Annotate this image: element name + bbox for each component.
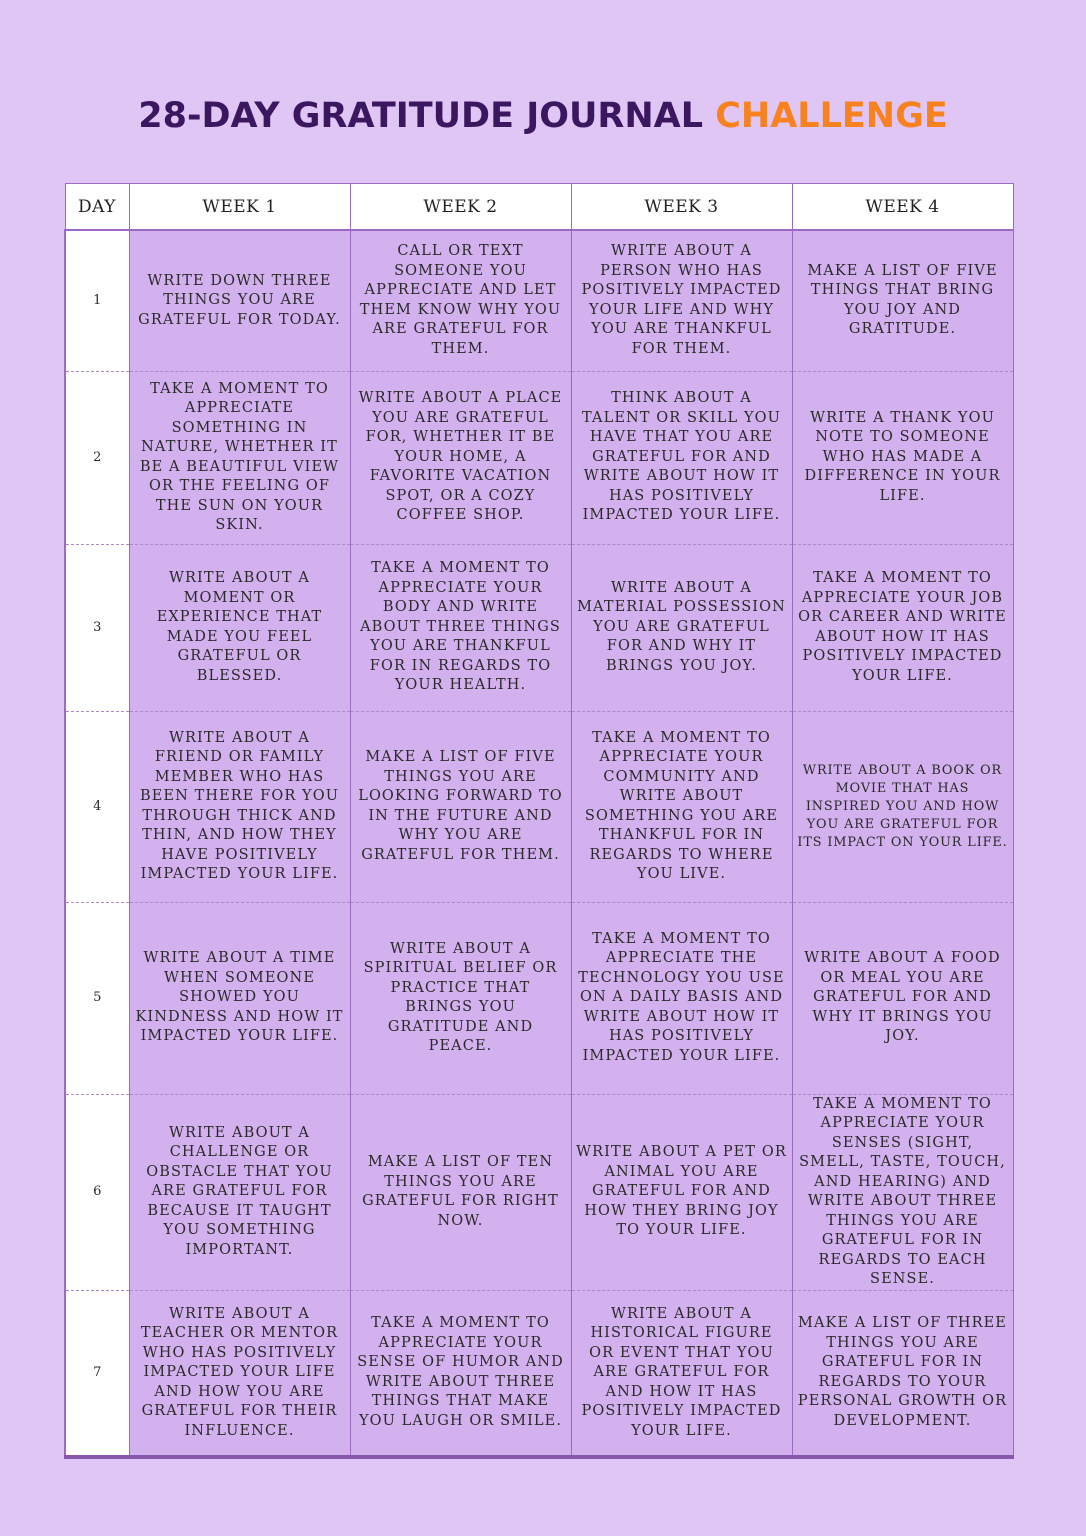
day-number: 4 bbox=[65, 711, 129, 902]
prompt-cell: WRITE ABOUT A CHALLENGE OR OBSTACLE THAT YOU ARE GRATEFUL FOR BECAUSE IT TAUGHT YOU SOMETHING IMPORTANT. bbox=[129, 1094, 350, 1290]
prompt-cell: TAKE A MOMENT TO APPRECIATE THE TECHNOLOGY YOU USE ON A DAILY BASIS AND WRITE ABOUT HOW IT HAS POSITIVELY IMPACTED YOUR LIFE. bbox=[571, 902, 792, 1094]
title-accent: CHALLENGE bbox=[715, 96, 948, 136]
prompt-cell: WRITE ABOUT A PLACE YOU ARE GRATEFUL FOR, WHETHER IT BE YOUR HOME, A FAVORITE VACATION SPOT, OR A COZY COFFEE SHOP. bbox=[350, 371, 571, 544]
table-row bbox=[65, 711, 1013, 902]
day-number: 2 bbox=[65, 371, 129, 544]
table-row bbox=[65, 230, 1013, 371]
header-day: DAY bbox=[65, 184, 129, 231]
prompt-cell: TAKE A MOMENT TO APPRECIATE YOUR BODY AND WRITE ABOUT THREE THINGS YOU ARE THANKFUL FOR IN REGARDS TO YOUR HEALTH. bbox=[350, 544, 571, 711]
table-row bbox=[65, 371, 1013, 544]
prompt-cell: MAKE A LIST OF TEN THINGS YOU ARE GRATEFUL FOR RIGHT NOW. bbox=[350, 1094, 571, 1290]
prompt-cell: WRITE ABOUT A BOOK OR MOVIE THAT HAS INSPIRED YOU AND HOW YOU ARE GRATEFUL FOR ITS IMPACT ON YOUR LIFE. bbox=[792, 711, 1013, 902]
prompt-cell: WRITE ABOUT A HISTORICAL FIGURE OR EVENT THAT YOU ARE GRATEFUL FOR AND HOW IT HAS POSITIVELY IMPACTED YOUR LIFE. bbox=[571, 1290, 792, 1457]
prompt-cell: WRITE ABOUT A PET OR ANIMAL YOU ARE GRATEFUL FOR AND HOW THEY BRING JOY TO YOUR LIFE. bbox=[571, 1094, 792, 1290]
prompt-cell: TAKE A MOMENT TO APPRECIATE YOUR COMMUNITY AND WRITE ABOUT SOMETHING YOU ARE THANKFUL FOR IN REGARDS TO WHERE YOU LIVE. bbox=[571, 711, 792, 902]
prompt-cell: TAKE A MOMENT TO APPRECIATE YOUR SENSE OF HUMOR AND WRITE ABOUT THREE THINGS THAT MAKE YOU LAUGH OR SMILE. bbox=[350, 1290, 571, 1457]
day-number: 1 bbox=[65, 230, 129, 371]
prompt-cell: MAKE A LIST OF THREE THINGS YOU ARE GRATEFUL FOR IN REGARDS TO YOUR PERSONAL GROWTH OR DEVELOPMENT. bbox=[792, 1290, 1013, 1457]
prompt-cell: WRITE A THANK YOU NOTE TO SOMEONE WHO HAS MADE A DIFFERENCE IN YOUR LIFE. bbox=[792, 371, 1013, 544]
day-number: 7 bbox=[65, 1290, 129, 1457]
prompt-cell: TAKE A MOMENT TO APPRECIATE YOUR JOB OR CAREER AND WRITE ABOUT HOW IT HAS POSITIVELY IMPACTED YOUR LIFE. bbox=[792, 544, 1013, 711]
prompt-cell: WRITE ABOUT A SPIRITUAL BELIEF OR PRACTICE THAT BRINGS YOU GRATITUDE AND PEACE. bbox=[350, 902, 571, 1094]
prompt-cell: TAKE A MOMENT TO APPRECIATE YOUR SENSES (SIGHT, SMELL, TASTE, TOUCH, AND HEARING) AND WRITE ABOUT THREE THINGS YOU ARE GRATEFUL FOR IN REGARDS TO EACH SENSE. bbox=[792, 1094, 1013, 1290]
prompt-cell: WRITE DOWN THREE THINGS YOU ARE GRATEFUL FOR TODAY. bbox=[129, 230, 350, 371]
header-row bbox=[65, 184, 1013, 231]
table-row bbox=[65, 902, 1013, 1094]
prompt-cell: MAKE A LIST OF FIVE THINGS YOU ARE LOOKING FORWARD TO IN THE FUTURE AND WHY YOU ARE GRATEFUL FOR THEM. bbox=[350, 711, 571, 902]
prompt-cell: WRITE ABOUT A TIME WHEN SOMEONE SHOWED YOU KINDNESS AND HOW IT IMPACTED YOUR LIFE. bbox=[129, 902, 350, 1094]
header-week-2: WEEK 2 bbox=[350, 184, 571, 231]
prompt-cell: WRITE ABOUT A MOMENT OR EXPERIENCE THAT MADE YOU FEEL GRATEFUL OR BLESSED. bbox=[129, 544, 350, 711]
table-row bbox=[65, 1290, 1013, 1457]
day-number: 6 bbox=[65, 1094, 129, 1290]
table-row bbox=[65, 544, 1013, 711]
day-number: 3 bbox=[65, 544, 129, 711]
prompt-cell: WRITE ABOUT A PERSON WHO HAS POSITIVELY IMPACTED YOUR LIFE AND WHY YOU ARE THANKFUL FOR THEM. bbox=[571, 230, 792, 371]
challenge-table bbox=[64, 183, 1014, 1459]
prompt-cell: TAKE A MOMENT TO APPRECIATE SOMETHING IN NATURE, WHETHER IT BE A BEAUTIFUL VIEW OR THE FEELING OF THE SUN ON YOUR SKIN. bbox=[129, 371, 350, 544]
header-week-3: WEEK 3 bbox=[571, 184, 792, 231]
prompt-cell: WRITE ABOUT A FOOD OR MEAL YOU ARE GRATEFUL FOR AND WHY IT BRINGS YOU JOY. bbox=[792, 902, 1013, 1094]
table-row bbox=[65, 1094, 1013, 1290]
title-main: 28-DAY GRATITUDE JOURNAL bbox=[138, 96, 704, 136]
header-week-4: WEEK 4 bbox=[792, 184, 1013, 231]
prompt-cell: THINK ABOUT A TALENT OR SKILL YOU HAVE THAT YOU ARE GRATEFUL FOR AND WRITE ABOUT HOW IT HAS POSITIVELY IMPACTED YOUR LIFE. bbox=[571, 371, 792, 544]
prompt-cell: MAKE A LIST OF FIVE THINGS THAT BRING YOU JOY AND GRATITUDE. bbox=[792, 230, 1013, 371]
prompt-cell: CALL OR TEXT SOMEONE YOU APPRECIATE AND LET THEM KNOW WHY YOU ARE GRATEFUL FOR THEM. bbox=[350, 230, 571, 371]
prompt-cell: WRITE ABOUT A TEACHER OR MENTOR WHO HAS POSITIVELY IMPACTED YOUR LIFE AND HOW YOU ARE GRATEFUL FOR THEIR INFLUENCE. bbox=[129, 1290, 350, 1457]
prompt-cell: WRITE ABOUT A MATERIAL POSSESSION YOU ARE GRATEFUL FOR AND WHY IT BRINGS YOU JOY. bbox=[571, 544, 792, 711]
prompt-cell: WRITE ABOUT A FRIEND OR FAMILY MEMBER WHO HAS BEEN THERE FOR YOU THROUGH THICK AND THIN, AND HOW THEY HAVE POSITIVELY IMPACTED YOUR LIFE. bbox=[129, 711, 350, 902]
page-title bbox=[0, 88, 1086, 148]
header-week-1: WEEK 1 bbox=[129, 184, 350, 231]
day-number: 5 bbox=[65, 902, 129, 1094]
